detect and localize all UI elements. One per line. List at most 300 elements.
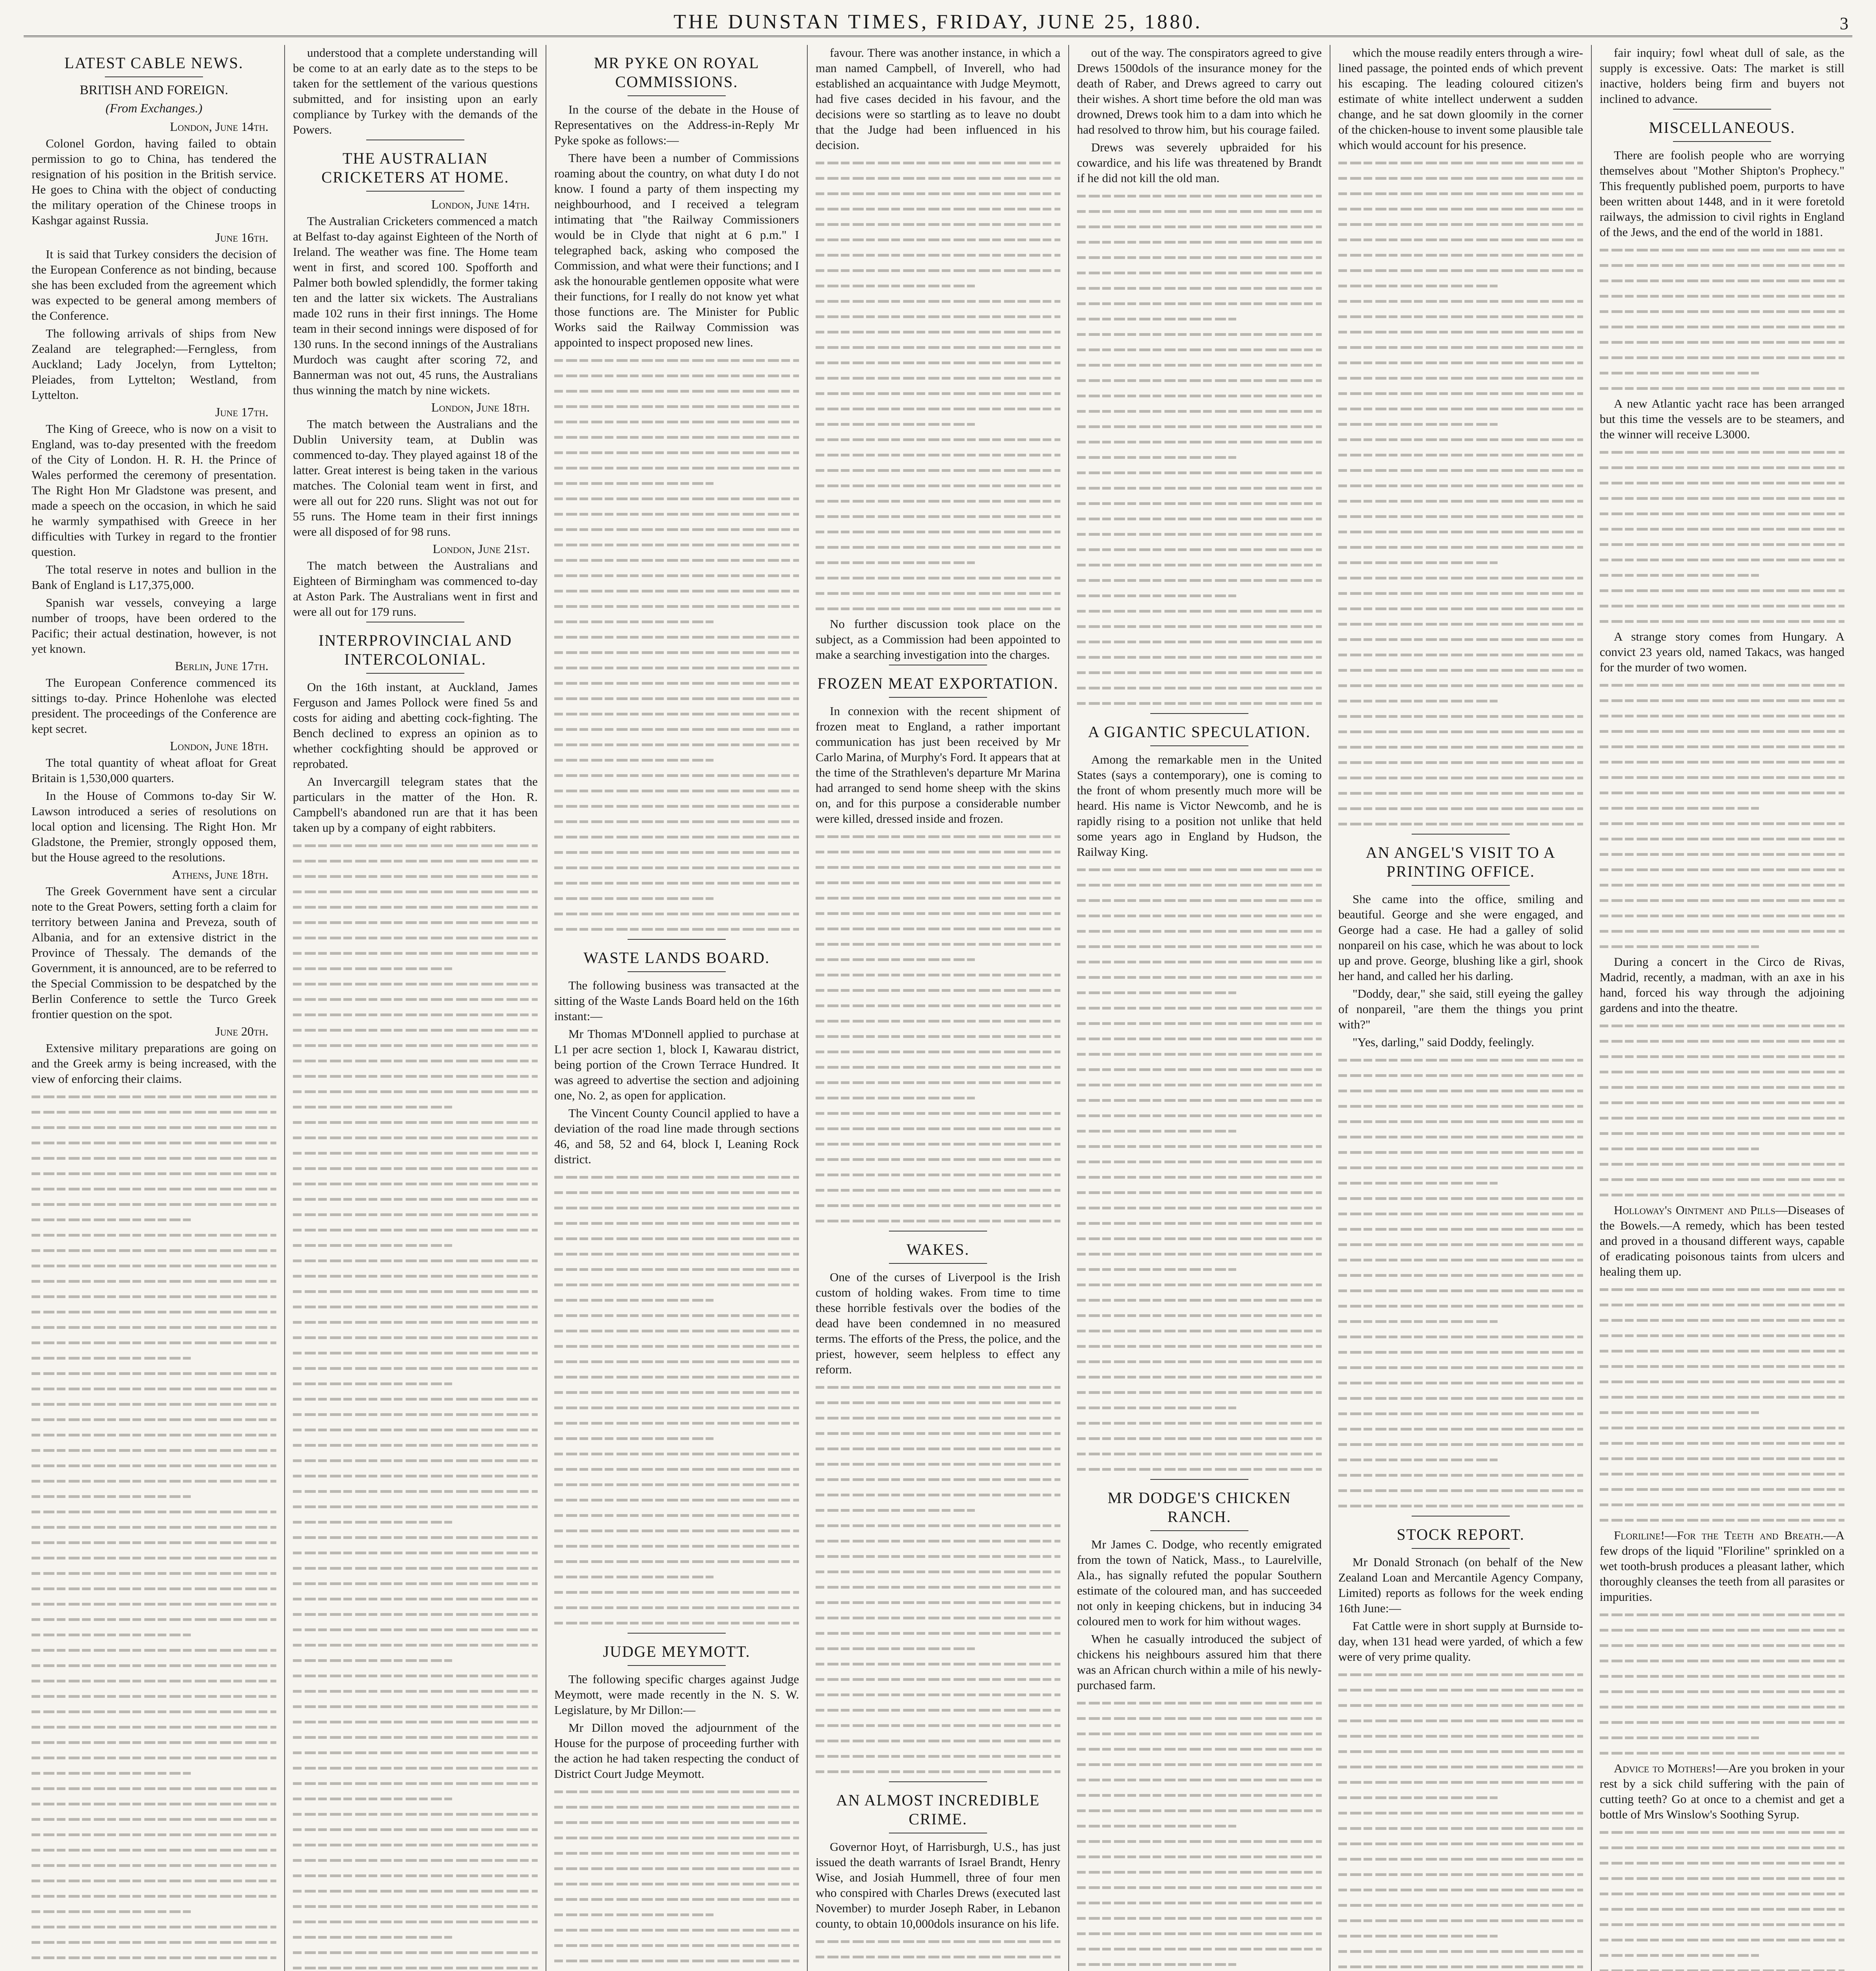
text-line — [1600, 1312, 1844, 1328]
text-line — [816, 263, 1060, 278]
text-line — [554, 1415, 799, 1431]
text-line — [816, 1964, 1060, 1971]
paragraph: She came into the office, smiling and beautiful. George and she were engaged, and George had a case. He had a galley of solid nonpareil on his case, which he was about to lock up and prove. George, blushing like a girl, shook her hand, and called her his darling. — [1338, 892, 1583, 983]
paragraph: One of the curses of Liverpool is the Irish custom of holding wakes. From time to time these horrible festivals over the bodies of the dead have been condemned in no measured terms. The efforts of the Press, the police, and the priest, however, seem helpless to effect any reform. — [816, 1270, 1060, 1376]
text-line — [1338, 1375, 1583, 1390]
text-line — [293, 1560, 538, 1576]
text-line — [1600, 1824, 1844, 1840]
text-line — [1338, 1390, 1583, 1406]
text-line — [1077, 1849, 1322, 1864]
text-line — [32, 1965, 276, 1971]
text-line — [1338, 462, 1583, 478]
text-line — [293, 1837, 538, 1852]
text-line — [1338, 232, 1583, 247]
text-line — [554, 860, 799, 875]
text-line — [1600, 350, 1844, 365]
text-line — [1600, 1932, 1844, 1947]
text-line — [554, 629, 799, 645]
text-line — [554, 890, 799, 906]
text-line — [293, 1945, 538, 1960]
text-line — [1077, 1941, 1322, 1956]
text-line — [1077, 296, 1322, 311]
text-line — [1338, 1175, 1583, 1190]
text-line — [1077, 1154, 1322, 1169]
text-line — [1338, 263, 1583, 278]
text-line — [554, 1569, 799, 1584]
text-line — [32, 1442, 276, 1458]
text-line — [554, 798, 799, 814]
text-line — [293, 1284, 538, 1299]
column-1 — [24, 45, 285, 1971]
text-line — [554, 506, 799, 522]
text-line — [1600, 1638, 1844, 1653]
text-line — [816, 1151, 1060, 1167]
text-line — [293, 1898, 538, 1914]
text-line — [1338, 1083, 1583, 1098]
text-line — [32, 1150, 276, 1166]
text-line — [1338, 693, 1583, 708]
text-line — [293, 1237, 538, 1253]
text-line — [293, 1068, 538, 1084]
text-line — [1600, 1141, 1844, 1156]
text-line — [1077, 1956, 1322, 1971]
text-line — [1338, 1913, 1583, 1928]
text-line — [1600, 908, 1844, 923]
text-line — [32, 1135, 276, 1150]
text-line — [1338, 1774, 1583, 1790]
text-line — [554, 1246, 799, 1261]
text-line — [1338, 1867, 1583, 1882]
paragraph: Governor Hoyt, of Harrisburgh, U.S., has just issued the death warrants of Israel Brandt, Henry Wise, and Josiah Hummell, three of four men who conspired with Charles Drews (executed last November) to murder Joseph Raber, in Lebanon county, to obtain 10,000dols insurance on his life. — [816, 1840, 1060, 1930]
text-line — [1077, 1185, 1322, 1200]
text-line — [1077, 1895, 1322, 1910]
paragraph: There have been a number of Commissions roaming about the country, on what duty I do not know. I found a party of them inspecting my neighbourhood, and I received a telegram intimating that "the Railway Commissioners would be in Clyde that night at 6 p.m." I telegraphed back, asking who composed the Commission, and what were their functions; and I ask the honourable gentlemen opposite what were their functions, for I really do not know yet what those functions are. The Minister for Public Works said the Railway Commission was appointed to inspect proposed new lines. — [554, 151, 799, 349]
article-heading: MISCELLANEOUS. — [1649, 119, 1796, 136]
text-line — [1600, 1374, 1844, 1389]
text-line — [1338, 539, 1583, 555]
text-line — [1338, 1237, 1583, 1252]
text-line — [293, 1745, 538, 1760]
text-line — [1077, 188, 1322, 203]
text-line — [1077, 588, 1322, 603]
divider — [628, 95, 725, 96]
article-heading: FROZEN MEAT EXPORTATION. — [817, 674, 1059, 692]
divider — [628, 1665, 725, 1666]
paragraph: Colonel Gordon, having failed to obtain permission to go to China, has tendered the resignation of his position in the British service. He goes to China with the object of conducting the military operation of the Chinese troops in Kashgar against Russia. — [32, 136, 276, 227]
text-line — [1338, 1682, 1583, 1697]
text-line — [1338, 216, 1583, 232]
text-line — [293, 1422, 538, 1437]
text-line — [1077, 388, 1322, 403]
text-line — [293, 1637, 538, 1652]
column-3 — [546, 45, 808, 1971]
text-line — [554, 721, 799, 737]
text-line — [554, 675, 799, 691]
text-line — [554, 383, 799, 399]
text-line — [1077, 465, 1322, 480]
text-line — [293, 1791, 538, 1806]
text-line — [1338, 1360, 1583, 1375]
text-line — [816, 875, 1060, 890]
text-line — [1600, 1963, 1844, 1971]
text-line — [1077, 939, 1322, 954]
text-line — [1077, 1384, 1322, 1400]
text-line — [1077, 680, 1322, 695]
text-line — [554, 1861, 799, 1876]
text-line — [1338, 570, 1583, 585]
text-line — [1600, 1466, 1844, 1481]
text-line — [1338, 1114, 1583, 1129]
article-heading: THE AUSTRALIAN CRICKETERS AT HOME. — [321, 149, 509, 186]
text-line — [293, 1391, 538, 1407]
divider — [1412, 885, 1509, 886]
text-line — [32, 1335, 276, 1350]
text-line — [1600, 1079, 1844, 1095]
text-line — [32, 1750, 276, 1765]
text-line — [816, 1441, 1060, 1456]
text-line — [554, 921, 799, 937]
text-line — [554, 844, 799, 860]
text-line — [1338, 1329, 1583, 1344]
text-line — [32, 1519, 276, 1535]
text-line — [816, 1533, 1060, 1548]
paragraph: The Australian Cricketers commenced a match at Belfast to-day against Eighteen of the North of Ireland. The weather was fine. The Home team went in first, and scored 100. Spofforth and Palmer both bowled splendidly, the former taking ten and the latter six wickets. The Australians made 102 runs in their first innings. The Home team in their second innings were disposed of for 130 runs. In the second innings of the Australians Murdoch was caught after scoring 72, and Bannerman was not out, 45 runs, the Australians thus winning the match by nine wickets. — [293, 214, 538, 397]
text-line — [293, 1914, 538, 1929]
paragraph: The following specific charges against Judge Meymott, were made recently in the N. S. W. Legislature, by Mr Dillon:— — [554, 1672, 799, 1717]
text-line — [1600, 1297, 1844, 1312]
text-line — [293, 1437, 538, 1453]
text-line — [816, 1456, 1060, 1472]
text-line — [1600, 1064, 1844, 1079]
divider — [1673, 109, 1771, 110]
text-line — [293, 1376, 538, 1391]
text-line — [1600, 334, 1844, 350]
text-line — [1338, 1467, 1583, 1483]
text-line — [1077, 1138, 1322, 1154]
text-line — [1338, 1943, 1583, 1959]
text-line — [293, 899, 538, 915]
text-line — [554, 491, 799, 506]
text-line — [1338, 1283, 1583, 1298]
text-line — [1338, 632, 1583, 647]
divider — [1150, 1479, 1248, 1480]
article-heading: MR DODGE'S CHICKEN RANCH. — [1107, 1489, 1291, 1526]
paragraph: The following arrivals of ships from New Zealand are telegraphed:—Ferngless, from Auckland; Lady Jocelyn, from Lyttelton; Pleiades, from Lyttelton; Westland, from Lyttelton. — [32, 326, 276, 402]
text-line — [1600, 1125, 1844, 1141]
text-line — [1077, 618, 1322, 634]
paragraph: favour. There was another instance, in which a man named Campbell, of Inverell, who had established an acquaintance with Judge Meymott, had five cases decided in his favour, and the decisions were so startling as to leave no doubt that the Judge had been influenced in his decision. — [816, 46, 1060, 152]
text-line — [554, 660, 799, 675]
text-line — [1600, 1497, 1844, 1512]
paragraph: "Yes, darling," said Doddy, feelingly. — [1353, 1035, 1534, 1049]
text-line — [554, 1845, 799, 1861]
text-line — [1338, 293, 1583, 309]
text-line — [1600, 892, 1844, 908]
divider — [889, 1263, 987, 1264]
text-line — [1338, 493, 1583, 509]
text-line — [816, 1213, 1060, 1228]
text-line — [32, 1535, 276, 1550]
text-line — [1338, 1805, 1583, 1820]
text-line — [816, 1564, 1060, 1579]
text-line — [1338, 339, 1583, 355]
text-line — [554, 1369, 799, 1384]
text-line — [1600, 273, 1844, 288]
text-line — [1077, 1818, 1322, 1833]
text-line — [554, 445, 799, 460]
text-line — [32, 1642, 276, 1658]
text-line — [293, 1468, 538, 1483]
text-line — [32, 1488, 276, 1504]
text-line — [1338, 1790, 1583, 1805]
text-line — [1338, 1252, 1583, 1267]
ad-heading: Holloway's Ointment and Pills — [1614, 1203, 1775, 1217]
text-line — [1338, 1144, 1583, 1160]
text-line — [32, 1120, 276, 1135]
text-line — [554, 1784, 799, 1799]
text-line — [816, 401, 1060, 416]
text-line — [554, 1937, 799, 1953]
text-line — [1600, 460, 1844, 475]
text-line — [816, 155, 1060, 170]
text-line — [1077, 1200, 1322, 1215]
text-line — [1338, 785, 1583, 801]
advertisement — [1600, 1760, 1844, 1822]
illegible-text-block — [293, 838, 538, 1971]
paragraph: Spanish war vessels, conveying a large number of troops, have been ordered to the Pacific; their actual destination, however, is not yet known. — [32, 596, 276, 656]
text-line — [1338, 386, 1583, 401]
text-line — [293, 1606, 538, 1622]
text-line — [554, 1200, 799, 1215]
text-line — [1338, 601, 1583, 616]
text-line — [1077, 1369, 1322, 1384]
text-line — [1077, 1015, 1322, 1031]
text-line — [1077, 695, 1322, 711]
text-line — [1600, 877, 1844, 892]
divider — [628, 971, 725, 972]
text-line — [554, 1400, 799, 1415]
text-line — [554, 1891, 799, 1907]
text-line — [293, 1499, 538, 1514]
paragraph: "Doddy, dear," she said, still eyeing the galley of nonpareil, "are them the things you print with?" — [1338, 987, 1583, 1031]
text-line — [1600, 319, 1844, 334]
text-line — [816, 432, 1060, 447]
text-line — [816, 1656, 1060, 1671]
text-line — [1338, 1436, 1583, 1452]
text-line — [293, 1407, 538, 1422]
divider — [628, 1633, 725, 1634]
text-line — [554, 352, 799, 368]
text-line — [554, 552, 799, 568]
text-line — [1338, 555, 1583, 570]
text-line — [816, 1579, 1060, 1595]
text-line — [32, 1258, 276, 1273]
dateline: London, June 21st. — [432, 542, 530, 556]
text-line — [816, 493, 1060, 509]
text-line — [293, 1053, 538, 1068]
text-line — [816, 982, 1060, 998]
text-line — [816, 829, 1060, 844]
text-line — [293, 1514, 538, 1529]
text-line — [32, 1166, 276, 1181]
text-line — [32, 1412, 276, 1427]
illegible-text-block — [1338, 1667, 1583, 1971]
dateline: London, June 18th. — [431, 400, 530, 414]
text-line — [293, 1222, 538, 1237]
text-line — [32, 1089, 276, 1104]
text-line — [32, 1734, 276, 1750]
text-line — [1077, 1292, 1322, 1308]
text-line — [554, 475, 799, 491]
text-line — [1338, 724, 1583, 739]
text-line — [1600, 754, 1844, 769]
illegible-text-block — [1077, 862, 1322, 1477]
text-line — [1338, 1129, 1583, 1144]
text-line — [1600, 708, 1844, 723]
text-line — [32, 1366, 276, 1381]
text-line — [32, 1427, 276, 1442]
text-line — [32, 1658, 276, 1673]
text-line — [554, 1477, 799, 1492]
text-line — [816, 524, 1060, 539]
text-line — [1600, 598, 1844, 613]
illegible-text-block — [1600, 242, 1844, 396]
dateline: London, June 14th. — [431, 197, 530, 211]
text-line — [1600, 1156, 1844, 1172]
text-line — [293, 1806, 538, 1822]
text-line — [554, 737, 799, 752]
text-line — [1338, 1160, 1583, 1175]
text-line — [816, 232, 1060, 247]
text-line — [1600, 1684, 1844, 1699]
paragraph: During a concert in the Circo de Rivas, Madrid, recently, a madman, with an axe in his hand, forced his way through the adjoining gardens and into the theatre. — [1600, 955, 1844, 1015]
text-line — [1338, 1713, 1583, 1728]
text-line — [1077, 954, 1322, 969]
text-line — [816, 1548, 1060, 1564]
text-line — [1338, 1098, 1583, 1114]
text-line — [1600, 1745, 1844, 1760]
text-line — [1077, 1710, 1322, 1726]
dateline: June 17th. — [215, 405, 268, 419]
text-line — [32, 1596, 276, 1611]
text-line — [32, 1704, 276, 1719]
text-line — [32, 1181, 276, 1196]
paragraph: The total quantity of wheat afloat for Great Britain is 1,530,000 quarters. — [32, 756, 276, 785]
divider — [1412, 834, 1509, 835]
text-line — [32, 1719, 276, 1734]
text-line — [32, 1396, 276, 1412]
paragraph: The King of Greece, who is now on a visit to England, was to-day presented with the freedom of the City of London. H. R. H. the Prince of Wales performed the ceremony of presentation. The Right Hon Mr Gladstone was present, and made a speech on the occasion, in which he said he warmly sympathised with Greece in her difficulties with Turkey in regard to the frontier question. — [32, 422, 276, 559]
text-line — [816, 1410, 1060, 1425]
text-line — [554, 1169, 799, 1185]
text-line — [1600, 257, 1844, 273]
text-line — [1600, 1282, 1844, 1297]
text-line — [32, 1781, 276, 1796]
text-line — [1338, 1728, 1583, 1744]
text-line — [1600, 1389, 1844, 1405]
illegible-text-block — [816, 1379, 1060, 1779]
text-line — [554, 1215, 799, 1231]
text-line — [1338, 509, 1583, 524]
divider — [889, 1781, 987, 1782]
text-line — [554, 1185, 799, 1200]
text-line — [1600, 923, 1844, 939]
paragraph: An Invercargill telegram states that the particulars in the matter of the Hon. R. Campbell's abandoned run are that it has been taken up by a company of eight rabbiters. — [293, 775, 538, 835]
text-line — [293, 1022, 538, 1038]
text-line — [816, 967, 1060, 982]
paragraph: Mr Dillon moved the adjournment of the House for the purpose of proceeding further with the action he had taken respecting the conduct of District Court Judge Meymott. — [554, 1721, 799, 1781]
text-line — [1077, 1062, 1322, 1077]
text-line — [1338, 309, 1583, 324]
text-line — [816, 1625, 1060, 1641]
paragraph: The Greek Government have sent a circular note to the Great Powers, setting forth a claim for territory between Janina and Preveza, south of Albania, and for an extensive district in the Province of Thessaly. The demands of the Government, it is announced, are to be referred to the Special Commission to be despatched by the Berlin Conference to settle the Turco Greek frontier question on the spot. — [32, 884, 276, 1021]
text-line — [1600, 242, 1844, 257]
paragraph: Drews was severely upbraided for his cowardice, and his life was threatened by Brandt if he did not kill the old man. — [1077, 140, 1322, 185]
masthead — [24, 8, 1852, 37]
text-line — [293, 1099, 538, 1114]
text-line — [816, 1395, 1060, 1410]
text-line — [293, 1007, 538, 1022]
text-line — [1338, 1836, 1583, 1851]
text-line — [293, 884, 538, 899]
article-heading: INTERPROVINCIAL AND INTERCOLONIAL. — [319, 632, 512, 668]
text-line — [293, 1207, 538, 1222]
text-line — [1077, 1757, 1322, 1772]
text-line — [293, 1191, 538, 1207]
text-line — [816, 1182, 1060, 1198]
text-line — [816, 355, 1060, 370]
text-line — [1600, 739, 1844, 754]
text-line — [554, 814, 799, 829]
illegible-text-block — [554, 1784, 799, 1971]
text-line — [1338, 1267, 1583, 1283]
text-line — [293, 1883, 538, 1898]
text-line — [1077, 603, 1322, 618]
text-line — [816, 478, 1060, 493]
text-line — [816, 1702, 1060, 1718]
text-line — [1600, 1110, 1844, 1125]
text-line — [554, 1876, 799, 1891]
illegible-text-block — [554, 1169, 799, 1630]
text-line — [1338, 647, 1583, 662]
text-line — [1600, 693, 1844, 708]
text-line — [1077, 1000, 1322, 1015]
text-line — [1338, 447, 1583, 462]
text-line — [32, 1934, 276, 1950]
ad-body: —Diseases of the Bowels.—A remedy, which has been tested and proved in a thousand different ways, capable of eradicating poisonous taints from ulcers and healing them up. — [1600, 1203, 1844, 1278]
column-6 — [1330, 45, 1592, 1971]
text-line — [293, 1114, 538, 1130]
text-line — [1077, 373, 1322, 388]
text-line — [293, 1545, 538, 1560]
text-line — [1338, 801, 1583, 816]
text-line — [293, 945, 538, 961]
text-line — [554, 1799, 799, 1815]
text-line — [1600, 1917, 1844, 1932]
text-line — [816, 844, 1060, 859]
text-line — [554, 1600, 799, 1615]
text-line — [1338, 1897, 1583, 1913]
text-line — [293, 1652, 538, 1668]
text-line — [1077, 1108, 1322, 1123]
text-line — [1338, 1206, 1583, 1221]
text-line — [1600, 1187, 1844, 1202]
paragraph: Mr James C. Dodge, who recently emigrated from the town of Natick, Mass., to Laurelville, Ala., has signally refuted the popular Southern estimate of the coloured man, and has succeeded not only in keeping chickens, but in inducing 34 coloured men to work for him without wages. — [1077, 1537, 1322, 1628]
text-line — [1600, 475, 1844, 490]
text-line — [1077, 1077, 1322, 1092]
text-line — [1600, 537, 1844, 552]
text-line — [1600, 1343, 1844, 1358]
